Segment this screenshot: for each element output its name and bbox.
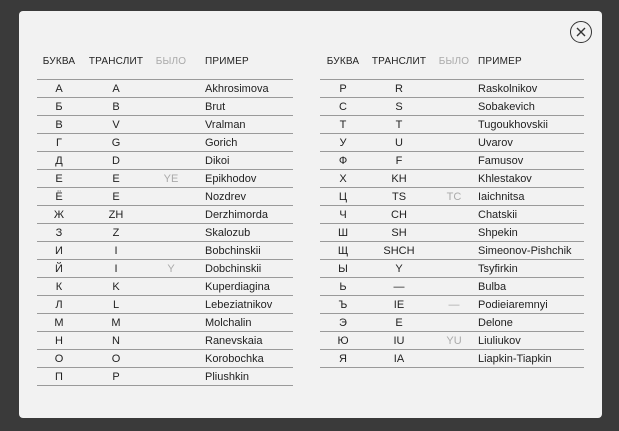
cell-example: Chatskii (476, 206, 584, 224)
transliteration-modal (19, 11, 602, 418)
cell-example: Dikoi (191, 152, 293, 170)
cell-example: Lebeziatnikov (191, 296, 293, 314)
cell-was (432, 278, 476, 296)
cell-example: Nozdrev (191, 188, 293, 206)
cell-translit: S (366, 98, 432, 116)
cell-translit: A (81, 80, 151, 98)
cell-translit: L (81, 296, 151, 314)
cell-letter: У (320, 134, 366, 152)
header-example: ПРИМЕР (476, 51, 584, 80)
cell-translit: R (366, 80, 432, 98)
cell-letter: Э (320, 314, 366, 332)
cell-letter: Ш (320, 224, 366, 242)
cell-example: Delone (476, 314, 584, 332)
cell-was (432, 350, 476, 368)
translit-table-right (320, 51, 584, 368)
cell-letter: Н (37, 332, 81, 350)
cell-letter: М (37, 314, 81, 332)
cell-example: Brut (191, 98, 293, 116)
cell-was (151, 332, 191, 350)
cell-translit: U (366, 134, 432, 152)
cell-example: Ranevskaia (191, 332, 293, 350)
header-example: ПРИМЕР (191, 51, 293, 80)
table-row (320, 116, 584, 134)
cell-letter: Л (37, 296, 81, 314)
cell-letter: Щ (320, 242, 366, 260)
table-row (320, 242, 584, 260)
cell-was: YE (151, 170, 191, 188)
table-row (37, 332, 293, 350)
cell-translit: P (81, 368, 151, 386)
table-row (37, 224, 293, 242)
cell-letter: Р (320, 80, 366, 98)
cell-letter: Ю (320, 332, 366, 350)
close-button[interactable] (570, 21, 592, 43)
table-row (37, 206, 293, 224)
cell-letter: Я (320, 350, 366, 368)
cell-was (151, 296, 191, 314)
cell-translit: ZH (81, 206, 151, 224)
cell-translit: E (366, 314, 432, 332)
cell-was (432, 224, 476, 242)
cell-example: Korobochka (191, 350, 293, 368)
cell-letter: С (320, 98, 366, 116)
cell-letter: Ж (37, 206, 81, 224)
table-row (37, 116, 293, 134)
cell-was (432, 80, 476, 98)
cell-example: Shpekin (476, 224, 584, 242)
cell-example: Khlestakov (476, 170, 584, 188)
cell-example: Tsyfirkin (476, 260, 584, 278)
cell-was (151, 188, 191, 206)
cell-letter: Ъ (320, 296, 366, 314)
cell-translit: — (366, 278, 432, 296)
table-row (320, 188, 584, 206)
cell-letter: Й (37, 260, 81, 278)
cell-letter: Ф (320, 152, 366, 170)
cell-was (151, 368, 191, 386)
cell-example: Bulba (476, 278, 584, 296)
cell-translit: Y (366, 260, 432, 278)
cell-was (432, 170, 476, 188)
table-header-row (320, 51, 584, 80)
table-row (37, 278, 293, 296)
cell-letter: З (37, 224, 81, 242)
header-translit: ТРАНСЛИТ (81, 51, 151, 80)
table-row (320, 152, 584, 170)
close-icon (576, 27, 586, 37)
cell-letter: Б (37, 98, 81, 116)
table-row (37, 296, 293, 314)
cell-translit: E (81, 170, 151, 188)
cell-example: Dobchinskii (191, 260, 293, 278)
cell-letter: А (37, 80, 81, 98)
cell-translit: O (81, 350, 151, 368)
cell-was (151, 98, 191, 116)
cell-example: Podieiaremnyi (476, 296, 584, 314)
cell-was (432, 260, 476, 278)
cell-example: Bobchinskii (191, 242, 293, 260)
cell-translit: T (366, 116, 432, 134)
cell-example: Epikhodov (191, 170, 293, 188)
cell-was (432, 314, 476, 332)
table-row (37, 242, 293, 260)
cell-was (151, 278, 191, 296)
cell-translit: B (81, 98, 151, 116)
cell-example: Kuperdiagina (191, 278, 293, 296)
cell-example: Skalozub (191, 224, 293, 242)
cell-was (432, 206, 476, 224)
table-row (37, 134, 293, 152)
cell-translit: E (81, 188, 151, 206)
cell-example: Iaichnitsa (476, 188, 584, 206)
cell-was (151, 134, 191, 152)
cell-was (151, 242, 191, 260)
cell-translit: IE (366, 296, 432, 314)
cell-was (151, 116, 191, 134)
cell-translit: N (81, 332, 151, 350)
cell-letter: Ё (37, 188, 81, 206)
table-row (37, 170, 293, 188)
table-row (320, 278, 584, 296)
cell-letter: О (37, 350, 81, 368)
header-letter: БУКВА (320, 51, 366, 80)
table-row (37, 260, 293, 278)
cell-example: Liuliukov (476, 332, 584, 350)
cell-example: Derzhimorda (191, 206, 293, 224)
table-row (37, 368, 293, 386)
cell-letter: Т (320, 116, 366, 134)
cell-was: YU (432, 332, 476, 350)
table-row (320, 134, 584, 152)
cell-example: Famusov (476, 152, 584, 170)
cell-was: — (432, 296, 476, 314)
header-was: БЫЛО (151, 51, 191, 80)
table-row (320, 80, 584, 98)
cell-translit: I (81, 242, 151, 260)
cell-was: Y (151, 260, 191, 278)
cell-example: Vralman (191, 116, 293, 134)
cell-was (151, 206, 191, 224)
cell-translit: Z (81, 224, 151, 242)
cell-translit: KH (366, 170, 432, 188)
header-translit: ТРАНСЛИТ (366, 51, 432, 80)
cell-was (432, 116, 476, 134)
cell-example: Pliushkin (191, 368, 293, 386)
table-row (320, 350, 584, 368)
cell-letter: Ы (320, 260, 366, 278)
cell-translit: SH (366, 224, 432, 242)
cell-translit: I (81, 260, 151, 278)
table-row (320, 98, 584, 116)
table-row (320, 260, 584, 278)
cell-letter: П (37, 368, 81, 386)
cell-translit: F (366, 152, 432, 170)
cell-translit: TS (366, 188, 432, 206)
cell-letter: Е (37, 170, 81, 188)
cell-example: Liapkin-Tiapkin (476, 350, 584, 368)
cell-was (151, 80, 191, 98)
cell-letter: Г (37, 134, 81, 152)
table-row (320, 314, 584, 332)
table-row (37, 314, 293, 332)
cell-letter: Ц (320, 188, 366, 206)
cell-translit: M (81, 314, 151, 332)
cell-letter: К (37, 278, 81, 296)
table-row (37, 98, 293, 116)
cell-was (432, 242, 476, 260)
cell-letter: Ч (320, 206, 366, 224)
table-header-row (37, 51, 293, 80)
table-row (320, 224, 584, 242)
cell-letter: В (37, 116, 81, 134)
cell-example: Uvarov (476, 134, 584, 152)
cell-was (151, 314, 191, 332)
table-row (320, 332, 584, 350)
cell-was (151, 224, 191, 242)
cell-translit: D (81, 152, 151, 170)
cell-letter: Ь (320, 278, 366, 296)
header-was: БЫЛО (432, 51, 476, 80)
cell-example: Simeonov-Pishchik (476, 242, 584, 260)
table-row (37, 188, 293, 206)
cell-was (151, 152, 191, 170)
cell-was (432, 134, 476, 152)
cell-letter: Х (320, 170, 366, 188)
cell-letter: И (37, 242, 81, 260)
cell-translit: K (81, 278, 151, 296)
cell-example: Raskolnikov (476, 80, 584, 98)
table-row (37, 152, 293, 170)
table-row (320, 296, 584, 314)
table-row (37, 80, 293, 98)
cell-example: Gorich (191, 134, 293, 152)
cell-example: Tugoukhovskii (476, 116, 584, 134)
cell-translit: IA (366, 350, 432, 368)
header-letter: БУКВА (37, 51, 81, 80)
cell-was (432, 98, 476, 116)
cell-was (151, 350, 191, 368)
cell-translit: G (81, 134, 151, 152)
cell-translit: SHCH (366, 242, 432, 260)
cell-translit: V (81, 116, 151, 134)
cell-was: TC (432, 188, 476, 206)
translit-table-left (37, 51, 293, 386)
cell-example: Molchalin (191, 314, 293, 332)
table-row (320, 206, 584, 224)
cell-was (432, 152, 476, 170)
cell-translit: CH (366, 206, 432, 224)
cell-translit: IU (366, 332, 432, 350)
table-row (37, 350, 293, 368)
cell-example: Sobakevich (476, 98, 584, 116)
table-row (320, 170, 584, 188)
cell-letter: Д (37, 152, 81, 170)
cell-example: Akhrosimova (191, 80, 293, 98)
